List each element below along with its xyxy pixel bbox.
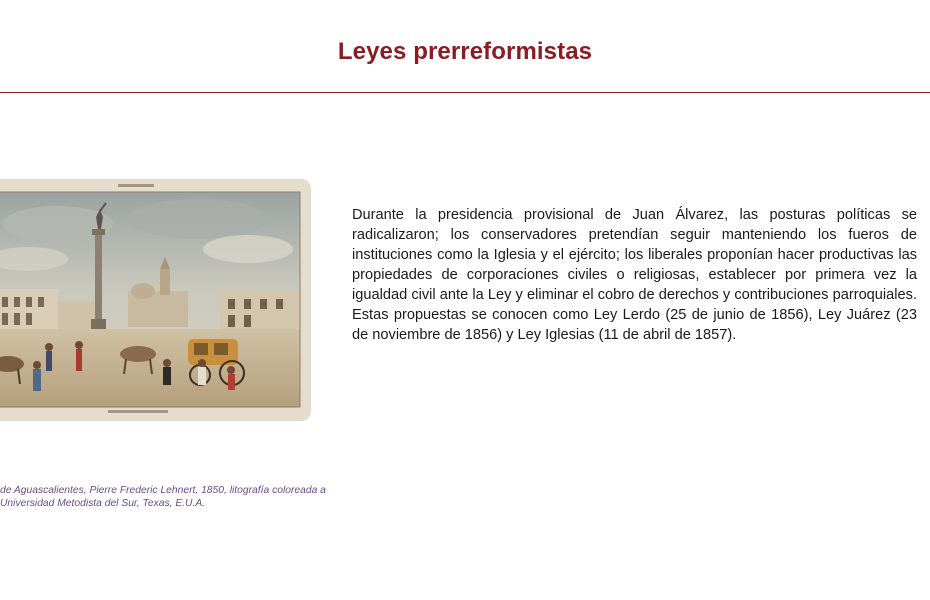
caption-line-1: de Aguascalientes, Pierre Frederic Lehnert, 1850, litografía coloreada a [0,485,326,496]
title-divider [0,92,930,93]
body-paragraph: Durante la presidencia provisional de Juan Álvarez, las posturas políticas se radicalizaron; los conservadores pretendían seguir manteniendo los fueros de instituciones como la Iglesia y el ejército; los liberales proponían hacer productivas las propiedades de corporaciones civiles o religiosas, establecer por primera vez la igualdad civil ante la Ley y eliminar el cobro de derechos y contribuciones parroquiales. Estas propuestas se conocen como Ley Lerdo (25 de junio de 1856), Ley Juárez (23 de noviembre de 1856) y Ley Iglesias (11 de abril de 1857). [352,207,917,343]
caption-line-2: Universidad Metodista del Sur, Texas, E.U.A. [0,498,206,509]
image-caption [0,484,360,510]
page-title: Leyes prerreformistas [337,38,593,65]
plaza-lithograph-image [0,179,311,421]
